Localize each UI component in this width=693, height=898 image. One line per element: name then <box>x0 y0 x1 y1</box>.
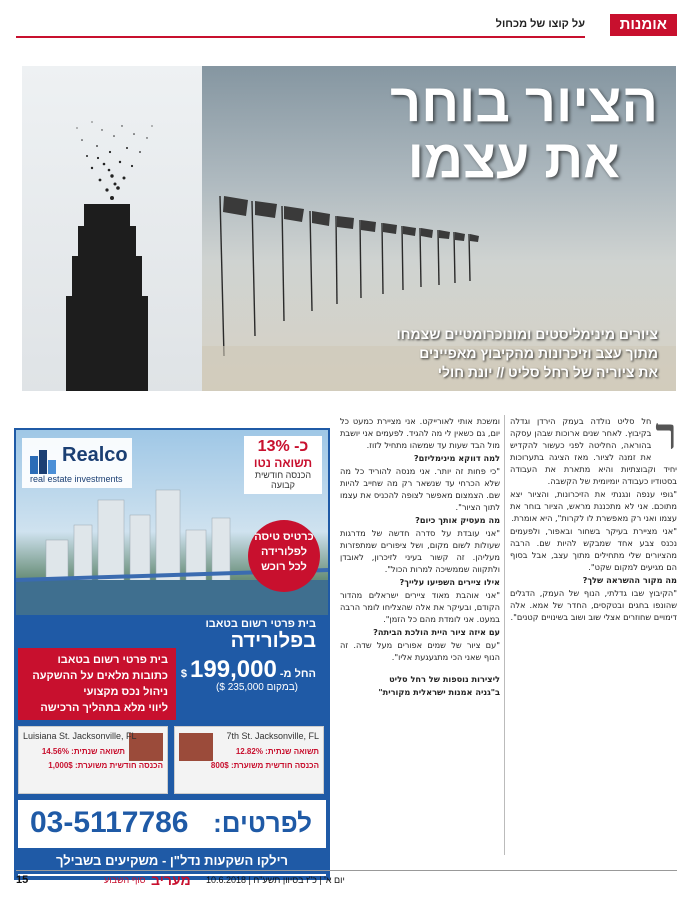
building-icon <box>28 446 58 476</box>
feature-item: בית פרטי רשום בטאבו <box>57 654 168 666</box>
price-offer: בית פרטי רשום בטאבו בפלורידה החל מ- 199,000 $ (במקום 235,000 $) <box>180 618 316 693</box>
paragraph: "עם ציור של שמים אפורים מעל שדה. זה הנוף שאני הכי מתגעגעת אליו". <box>340 640 500 662</box>
header-rule <box>16 36 585 38</box>
realco-logo: Realco real estate investments <box>22 438 132 488</box>
article-subtitle-line2: מתוך עצב וזיכרונות מהקיבוץ מאפיינים <box>419 345 658 361</box>
credit-line1: ליצירות נוספות של רחל סליט <box>389 674 500 684</box>
house-photo <box>179 733 213 761</box>
page-number: 15 <box>16 874 29 886</box>
column-divider <box>504 415 505 855</box>
page-footer <box>16 870 677 890</box>
question: מה מעסיק אותך כיום? <box>415 515 500 525</box>
paragraph: "גופי ענפה ונגנתי את הזיכרונות, והציור יצא מתוכם. אני לא מתכננת מראש, הציור בוחר את עצמו ואני רק מאפשרת לו לקרות", היא אומרת. <box>510 489 677 523</box>
realco-advertisement[interactable] <box>14 428 330 880</box>
paragraph: "אני אוהבת מאוד ציירים ישראלים מהדור הקודם, ובעיקר את אלה שהצליחו לומר הרבה במעט. אני לומדת מהם כל הזמן". <box>340 590 500 624</box>
feature-item: כתובות מלאים על ההשקעה <box>32 670 168 682</box>
paragraph: חל סליט נולדה בעמק הירדן וגדלה בקיבוץ. לאחר שנים ארוכות שבהן עסקה בהוראה, החליטה לפני כעשור להקדיש את זמנה לציור. מאז הציגה בתערוכות יחיד וקבוצתיות והיא מתארת את העבודה בסטודיו כעבודה יומיומית של הקשבה. <box>510 416 677 486</box>
flight-ticket-badge: כרטיס טיסה לפלורידה לכל רוכש <box>248 520 320 592</box>
newspaper-brand-sub: סוף השבוע <box>104 875 146 885</box>
property-cards <box>18 726 326 796</box>
ad-bottom-bar: רילקו השקעות נדל"ן - משקיעים בשבילך <box>18 848 326 874</box>
section-header <box>16 14 677 44</box>
section-subtitle: על קוצו של מכחול <box>495 18 585 30</box>
feature-item: ניהול נכס מקצועי <box>83 686 168 698</box>
article-title-line1: הציור בוחר <box>390 73 658 133</box>
article-subtitle-line3: את ציוריה של רחל סליט // יונת חולי <box>437 364 658 380</box>
property-card-7th: 7th St. Jacksonville, FL תשואה שנתית: 12.82% הכנסה חודשית משוערת: 800$ <box>174 726 324 794</box>
question: למה דווקא מינימליזם? <box>413 453 500 463</box>
hero-image <box>22 66 676 391</box>
property-card-luisiana: Luisiana St. Jacksonville, FL תשואה שנתית: 14.56% הכנסה חודשית משוערת: 1,000$ <box>18 726 168 794</box>
yield-badge: כ- 13% תשואה נטו הכנסה חודשית קבועה <box>244 436 322 494</box>
flags-painting <box>202 66 676 391</box>
contact-box[interactable] <box>18 800 326 876</box>
article-column-middle <box>340 415 500 855</box>
question: עם איזה ציור היית הולכת הביתה? <box>373 627 500 637</box>
paragraph: "הקיבוץ שבו גדלתי, הנוף של העמק, הדגלים שהונפו בחגים ובטקסים, החדר של אמא. אלה דימויים שחוזרים אצלי שוב ושוב בשינויים קטנים". <box>510 588 677 622</box>
section-tag: אומנות <box>610 14 677 36</box>
features-box <box>18 648 176 720</box>
newspaper-brand: מעריב <box>151 872 191 888</box>
paragraph: "אני עובדת על סדרה חדשה של מדרגות שעולות לשום מקום, ושל ציפורים שמתפזרות מעליהן. זה קשור בעיני לזיכרון, לאובדן ולתקווה שממשיכה למרות הכול". <box>340 528 500 574</box>
article-subtitle-line1: ציורים מינימליסטים ומונוכרומטיים שצמחו <box>396 326 658 342</box>
question: אילו ציירים השפיעו עלייך? <box>399 577 500 587</box>
paragraph: "אני מציירת בעיקר בשחור ובאפור, ולפעמים נכנס צבע אחד שמבקש להיות שם. הרבה מהציורים שלי מתחילים מתוך עצב, אבל בסוף הם מגיעים למקום שקט". <box>510 526 677 572</box>
stair-painting <box>22 66 202 391</box>
paragraph: ומשכת אותי לאורייקט. אני מציירת כמעט כל יום, גם כשאין לי מה להגיד. לפעמים אני יושבת מול הבד שעות עד שמשהו מתחיל לזוז. <box>340 416 500 450</box>
issue-date: יום א' | כ"ז בסיוון תשע"ח | 10.6.2018 <box>206 875 345 885</box>
article-column-right <box>510 415 677 855</box>
feature-item: ליווי מלא בתהליך הרכישה <box>40 702 168 714</box>
phone-number[interactable]: 03-5117786 <box>30 806 189 839</box>
article-title-line2: את עצמו <box>407 129 620 189</box>
birds-icon <box>52 118 172 208</box>
dropcap: ר <box>655 415 677 459</box>
paragraph: "כי פחות זה יותר. אני מנסה להוריד כל מה שלא הכרחי עד שנשאר רק מה שחייב להיות שם. הצמצום מאפשר לצופה להכניס את עצמו לתוך הציור". <box>340 466 500 512</box>
credit-line2: ב"גניה אמנות ישראלית מקורית" <box>378 687 500 697</box>
jacksonville-skyline-photo <box>16 430 328 615</box>
contact-label: לפרטים: <box>213 808 312 838</box>
question: מה מקור ההשראה שלך? <box>582 575 677 585</box>
